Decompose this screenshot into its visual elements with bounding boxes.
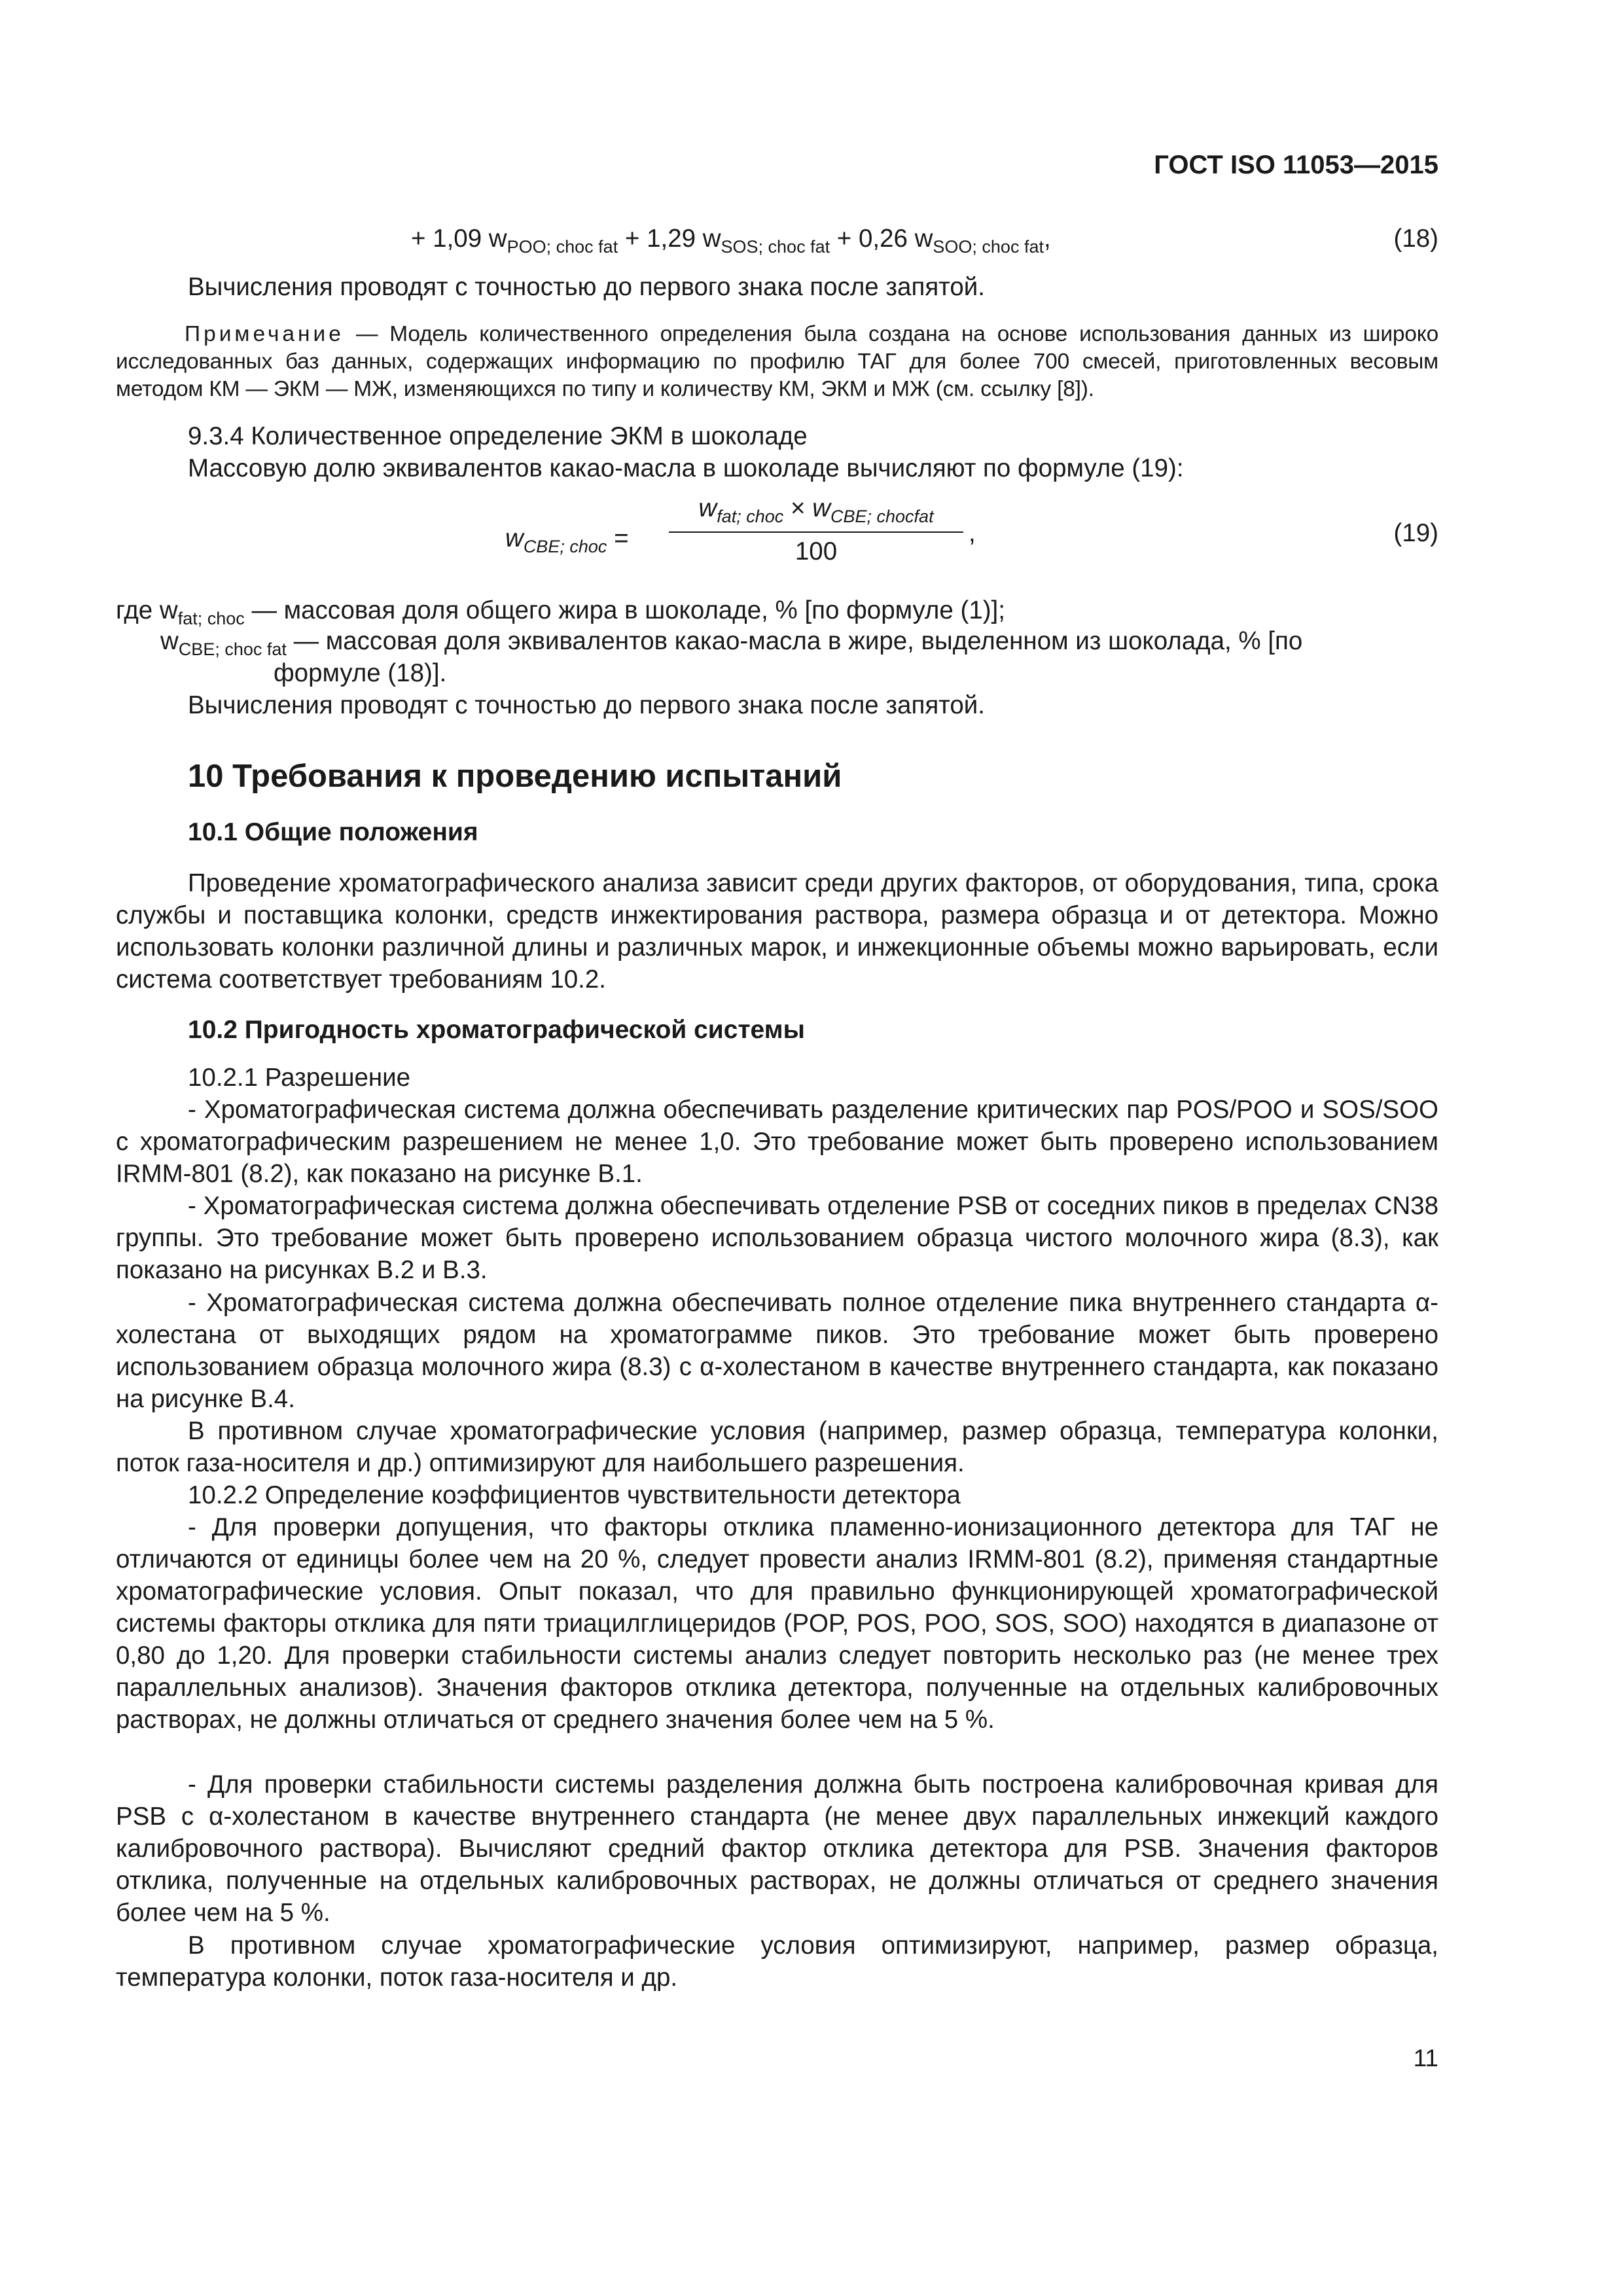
calc-precision-text-2: Вычисления проводят с точностью до первого знака после запятой. bbox=[188, 691, 985, 719]
paragraph-detector-2: - Для проверки стабильности системы разделения должна быть построена калибровочная кривая для PSB с α-холестаном в качестве внутреннего стандарта (не менее двух параллельных инжекций каждого калибровочного раствора). Вычисляют средний фактор отклика детектора для PSB. Значения факторов отклика, полученные на отдельных калибровочных растворах, не должны отличаться от среднего значения более чем на 5 %. bbox=[116, 1770, 1438, 1927]
equation-19-number: (19) bbox=[1393, 519, 1438, 547]
eq19-var: w bbox=[812, 494, 830, 522]
equation-18 bbox=[411, 223, 1051, 255]
paragraph-resolution-2: - Хроматографическая система должна обеспечивать отделение PSB от соседних пиков в пределах CN38 группы. Это требование может быть проверено использованием образца чистого молочного жира (8.3), как показано на рисунках В.2 и В.3. bbox=[116, 1192, 1438, 1284]
eq19-equals: = bbox=[614, 524, 629, 552]
eq19-comma: , bbox=[969, 519, 976, 547]
where-var: w bbox=[160, 627, 179, 655]
paragraph-detector-1: - Для проверки допущения, что факторы отклика пламенно-ионизационного детектора для ТАГ не отличаются от единицы более чем на 20 %, следует провести анализ IRMM-801 (8.2), применяя стандартные хроматографические условия. Опыт показал, что для правильно функционирующей хроматографической системы факторы отклика для пяти триацилглицеридов (POP, POS, POO, SOS, SOO) находятся в диапазоне от 0,80 до 1,20. Для проверки стабильности системы анализ следует повторить несколько раз (не менее трех параллельных анализов). Значения факторов отклика детектора, полученные на отдельных калибровочных растворах, не должны отличаться от среднего значения более чем на 5 %. bbox=[116, 1513, 1438, 1734]
paragraph-resolution-1: - Хроматографическая система должна обеспечивать разделение критических пар POS/POO и SOS/SOO с хроматографическим разрешением не менее 1,0. Это требование может быть проверено использованием IRMM-801 (8.2), как показано на рисунке В.1. bbox=[116, 1096, 1438, 1188]
eq19-lhs bbox=[505, 522, 629, 554]
eq19-var: w bbox=[505, 524, 524, 552]
eq19-subscript: CBE; choc bbox=[523, 537, 607, 556]
eq19-numerator bbox=[662, 492, 970, 524]
eq18-subscript: POO; choc fat bbox=[507, 237, 618, 257]
section-10-2-title: 10.2 Пригодность хроматографической системы bbox=[188, 1016, 805, 1044]
eq18-term: + 0,26 w bbox=[830, 224, 933, 253]
note-paragraph bbox=[116, 321, 1438, 403]
eq19-subscript: fat; choc bbox=[717, 507, 784, 526]
section-9-3-4-intro: Массовую долю эквивалентов какао-масла в шоколаде вычисляют по формуле (19): bbox=[188, 454, 1184, 482]
eq18-term: + 1,29 w bbox=[618, 224, 721, 253]
where-subscript: CBE; choc fat bbox=[178, 639, 287, 659]
eq19-subscript: CBE; chocfat bbox=[830, 507, 934, 526]
page-number: 11 bbox=[1413, 2045, 1438, 2072]
eq18-subscript: SOS; choc fat bbox=[721, 237, 830, 257]
paragraph-resolution-3: - Хроматографическая система должна обеспечивать полное отделение пика внутреннего стандарта α-холестана от выходящих рядом на хроматограмме пиков. Это требование может быть проверено использованием образца молочного жира (8.3) с α-холестаном в качестве внутреннего стандарта, как показано на рисунке В.4. bbox=[116, 1289, 1438, 1413]
where-text: — массовая доля общего жира в шоколаде, % [по формуле (1)]; bbox=[244, 596, 1005, 624]
note-label: Примечание bbox=[185, 322, 344, 346]
equation-18-number: (18) bbox=[1393, 224, 1438, 253]
section-9-3-4-title: 9.3.4 Количественное определение ЭКМ в шоколаде bbox=[188, 422, 808, 450]
section-10-title: 10 Требования к проведению испытаний bbox=[188, 759, 842, 794]
where-line-1 bbox=[116, 594, 1005, 626]
document-header: ГОСТ ISO 11053—2015 bbox=[1154, 151, 1438, 179]
where-subscript: fat; choc bbox=[177, 609, 245, 628]
paragraph-resolution-4: В противном случае хроматографические условия (например, размер образца, температура колонки, поток газа-носителя и др.) оптимизируют для наибольшего разрешения. bbox=[116, 1417, 1438, 1477]
where-var: где w bbox=[116, 596, 178, 624]
paragraph-detector-3: В противном случае хроматографические условия оптимизируют, например, размер образца, температура колонки, поток газа-носителя и др. bbox=[116, 1931, 1438, 1992]
section-10-1-text: Проведение хроматографического анализа зависит среди других факторов, от оборудования, типа, срока службы и поставщика колонки, средств инжектирования раствора, размера образца и от детектора. Можно использовать колонки различной длины и различных марок, и инжекционные объемы можно варьировать, если система соответствует требованиям 10.2. bbox=[116, 869, 1438, 994]
eq18-term: + 1,09 w bbox=[411, 224, 507, 253]
eq19-var: w bbox=[698, 494, 717, 522]
where-line-2-cont: формуле (18)]. bbox=[274, 659, 447, 687]
eq19-fraction-bar bbox=[669, 531, 963, 533]
eq19-denominator: 100 bbox=[794, 537, 838, 565]
eq18-subscript: SOO; choc fat bbox=[933, 237, 1044, 257]
section-10-2-2-title: 10.2.2 Определение коэффициентов чувствительности детектора bbox=[188, 1481, 961, 1509]
section-10-1-title: 10.1 Общие положения bbox=[188, 818, 478, 846]
eq18-term: , bbox=[1043, 224, 1051, 253]
eq19-times: × bbox=[783, 494, 813, 522]
note-text: — Модель количественного определения была создана на основе использования данных из широко исследованных баз данных, содержащих информацию по профилю ТАГ для более 700 смесей, приготовленных весовым методом КМ — ЭКМ — МЖ, изменяющихся по типу и количеству КМ, ЭКМ и МЖ (см. ссылку [8]). bbox=[116, 322, 1438, 401]
where-line-2 bbox=[160, 625, 1302, 657]
calc-precision-text: Вычисления проводят с точностью до первого знака после запятой. bbox=[188, 273, 985, 301]
section-10-2-1-title: 10.2.1 Разрешение bbox=[188, 1064, 411, 1092]
where-text: — массовая доля эквивалентов какао-масла в жире, выделенном из шоколада, % [по bbox=[286, 627, 1303, 655]
